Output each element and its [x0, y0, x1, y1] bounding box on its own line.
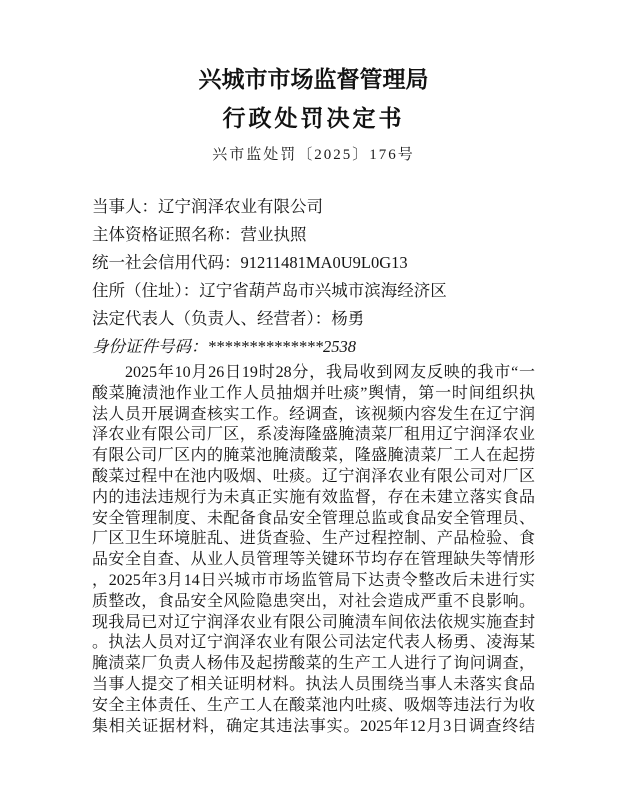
field-license-type: 主体资格证照名称：营业执照: [92, 225, 307, 244]
field-credit-code: 统一社会信用代码：91211481MA0U9L0G13: [92, 253, 408, 272]
body-line: 质整改，食品安全风险隐患突出，对社会造成严重不良影响。: [92, 592, 535, 610]
body-line: 品安全自查、从业人员管理等关键环节均存在管理缺失等情形: [92, 551, 535, 569]
body-paragraph: [92, 363, 535, 737]
body-line: 法人员开展调查核实工作。经调查，该视频内容发生在辽宁润: [92, 405, 535, 423]
body-line: 厂区卫生环境脏乱、进货查验、生产过程控制、产品检验、食: [92, 530, 535, 548]
document-number: 兴市监处罚〔2025〕176号: [212, 147, 415, 163]
party-info-section: [92, 193, 535, 361]
field-address: 住所（住址）：辽宁省葫芦岛市兴城市滨海经济区: [92, 281, 447, 300]
body-line: 酸菜腌渍池作业工作人员抽烟并吐痰”舆情，第一时间组织执: [92, 384, 535, 402]
body-line: 腌渍菜厂负责人杨伟及起捞酸菜的生产工人进行了询问调查，: [92, 655, 535, 673]
body-line: 酸菜过程中在池内吸烟、吐痰。辽宁润泽农业有限公司对厂区: [92, 467, 535, 485]
body-line: 安全主体责任、生产工人在酸菜池内吐痰、吸烟等违法行为收: [92, 696, 535, 714]
body-line: 安全管理制度、未配备食品安全管理总监或食品安全管理员、: [92, 509, 535, 527]
body-line: ，2025年3月14日兴城市市场监管局下达责令整改后未进行实: [92, 571, 535, 589]
body-line: 当事人提交了相关证明材料。执法人员围绕当事人未落实食品: [92, 675, 535, 693]
field-legal-representative: 法定代表人（负责人、经营者）：杨勇: [92, 309, 365, 328]
authority-title: 兴城市市场监督管理局: [198, 67, 429, 92]
body-line: 内的违法违规行为未真正实施有效监督，存在未建立落实食品: [92, 488, 535, 506]
body-line: 。执法人员对辽宁润泽农业有限公司法定代表人杨勇、凌海某: [92, 634, 535, 652]
field-party-name: 当事人：辽宁润泽农业有限公司: [92, 197, 323, 216]
body-line: 泽农业有限公司厂区，系凌海隆盛腌渍菜厂租用辽宁润泽农业: [92, 426, 535, 444]
field-id-number: 身份证件号码：**************2538: [92, 337, 356, 356]
body-line: 2025年10月26日19时28分，我局收到网友反映的我市“一: [125, 364, 535, 381]
document-type-title: 行政处罚决定书: [222, 106, 405, 131]
body-line: 集相关证据材料，确定其违法事实。2025年12月3日调查终结: [92, 717, 535, 735]
body-line: 现我局已对辽宁润泽农业有限公司腌渍车间依法依规实施查封: [92, 613, 535, 631]
body-line: 有限公司厂区内的腌菜池腌渍酸菜，隆盛腌渍菜厂工人在起捞: [92, 447, 535, 465]
